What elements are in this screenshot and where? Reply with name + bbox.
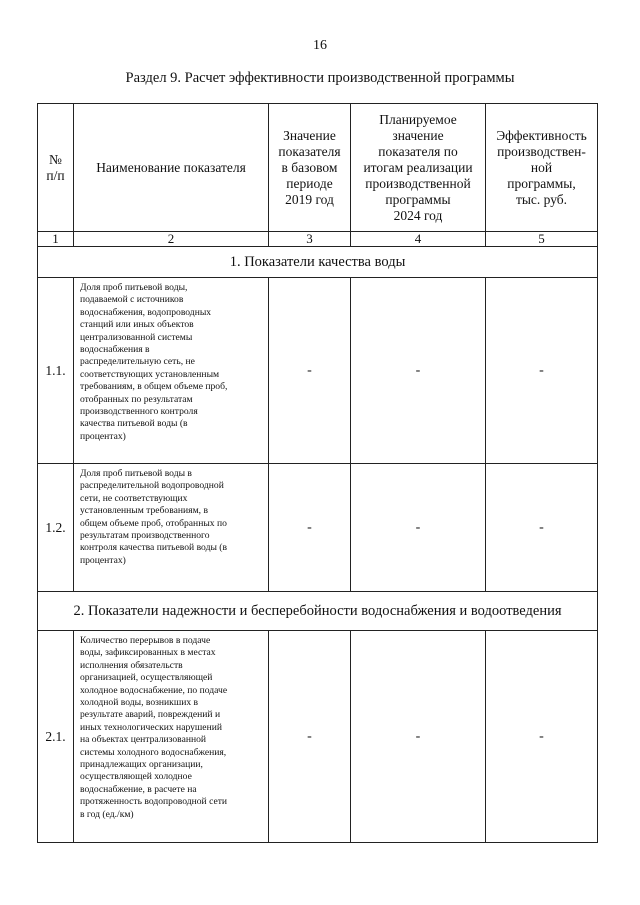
row-plan-value: - <box>351 631 486 843</box>
row-eff-value: - <box>486 631 598 843</box>
table-row <box>38 631 598 843</box>
row-base-value: - <box>269 631 351 843</box>
column-number: 2 <box>74 232 269 247</box>
row-eff-value: - <box>486 278 598 464</box>
row-description: Количество перерывов в подаче воды, зафиксированных в местах исполнения обязательств организацией, осуществляющей холодное водоснабжение, по подаче холодной воды, возникших в результате аварий, повреждений и иных технологических нарушений на объектах централизованной системы холодного водоснабжения, принадлежащих организации, осуществляющей холодное водоснабжение, в расчете на протяженность водопроводной сети в год (ед./км) <box>74 631 269 843</box>
column-number: 1 <box>38 232 74 247</box>
row-number: 1.2. <box>38 464 74 592</box>
row-eff-value: - <box>486 464 598 592</box>
row-description: Доля проб питьевой воды, подаваемой с источников водоснабжения, водопроводных станций или иных объектов централизованной системы водоснабжения в распределительную сеть, не соответствующих установленным требованиям, в общем объеме проб, отобранных по результатам производственного контроля качества питьевой воды (в процентах) <box>74 278 269 464</box>
row-plan-value: - <box>351 464 486 592</box>
column-number: 5 <box>486 232 598 247</box>
header-row <box>38 104 598 232</box>
header-eff: Эффективность производствен- ной программы, тыс. руб. <box>486 104 598 232</box>
table-row <box>38 464 598 592</box>
section-row <box>38 592 598 631</box>
header-plan: Планируемое значение показателя по итогам реализации производственной программы 2024 год <box>351 104 486 232</box>
row-base-value: - <box>269 278 351 464</box>
section-row <box>38 247 598 278</box>
column-number: 3 <box>269 232 351 247</box>
page-number: 16 <box>313 38 327 53</box>
header-num: № п/п <box>38 104 74 232</box>
section-title: 1. Показатели качества воды <box>38 247 598 278</box>
section-title: 2. Показатели надежности и бесперебойности водоснабжения и водоотведения <box>38 592 598 631</box>
row-number: 1.1. <box>38 278 74 464</box>
row-base-value: - <box>269 464 351 592</box>
header-base: Значение показателя в базовом периоде 2019 год <box>269 104 351 232</box>
header-name: Наименование показателя <box>74 104 269 232</box>
efficiency-table <box>37 103 598 843</box>
page-title: Раздел 9. Расчет эффективности производственной программы <box>125 70 515 86</box>
row-description: Доля проб питьевой воды в распределительной водопроводной сети, не соответствующих установленным требованиям, в общем объеме проб, отобранных по результатам производственного контроля качества питьевой воды (в процентах) <box>74 464 269 592</box>
row-number: 2.1. <box>38 631 74 843</box>
column-number-row <box>38 232 598 247</box>
table-row <box>38 278 598 464</box>
column-number: 4 <box>351 232 486 247</box>
row-plan-value: - <box>351 278 486 464</box>
